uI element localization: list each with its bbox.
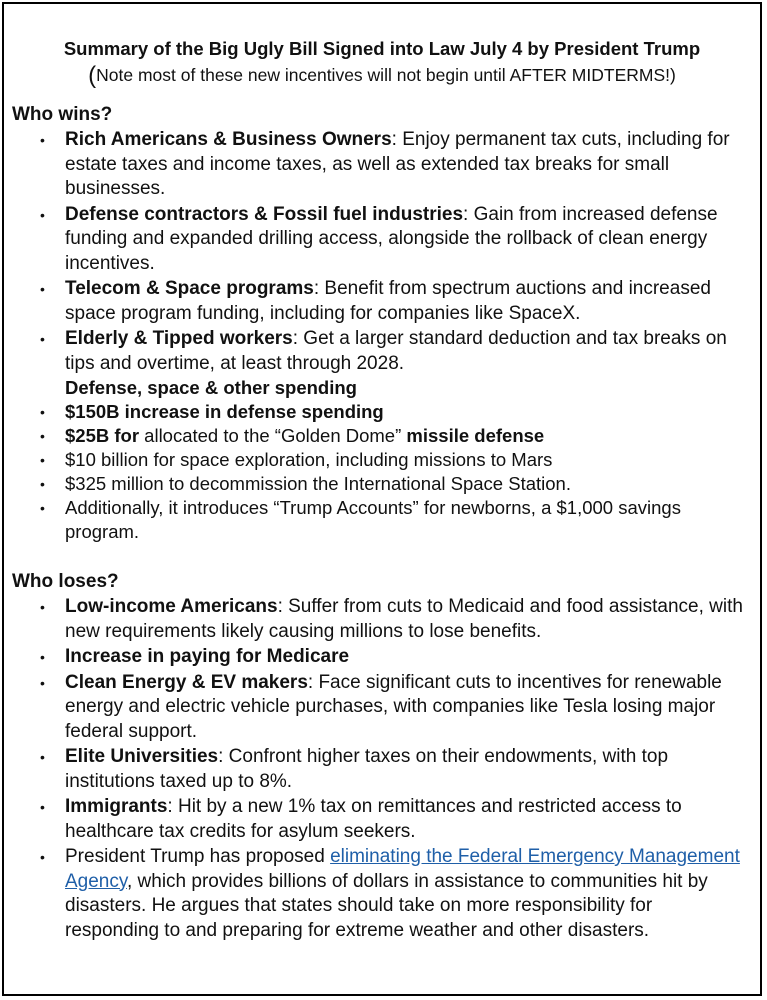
item-bold: Telecom & Space programs (65, 278, 314, 299)
item-bold: Rich Americans & Business Owners (65, 129, 392, 150)
item-text: : Face significant cuts to incentives for renewable energy and electric vehicle purchases, with companies like Tesla losing major federal support. (65, 671, 722, 742)
item-bold: $25B for (65, 425, 140, 446)
document-title: Summary of the Big Ugly Bill Signed into Law July 4 by President Trump (63, 38, 701, 59)
bullet-icon: • (40, 476, 45, 492)
winners-list (4, 128, 760, 544)
item-text: : Confront higher taxes on their endowments, with top institutions taxed up to 8%. (65, 746, 669, 792)
bullet-icon: • (40, 206, 45, 223)
subheading-text: Defense, space & other spending (65, 377, 357, 398)
list-item (4, 327, 760, 376)
document-page (2, 2, 762, 996)
bullet-icon: • (40, 428, 45, 444)
who-wins-heading: Who wins? (12, 104, 113, 125)
who-loses-heading: Who loses? (12, 571, 119, 592)
item-bold: $150B increase in defense spending (65, 401, 384, 422)
list-item (4, 203, 760, 277)
list-item (4, 128, 760, 202)
item-text: : Hit by a new 1% tax on remittances and restricted access to healthcare tax credits for asylum seekers. (65, 796, 682, 842)
list-item (4, 448, 760, 472)
bullet-icon: • (40, 849, 45, 865)
bullet-icon: • (40, 404, 45, 420)
losers-list (4, 595, 760, 943)
item-bold: Increase in paying for Medicare (65, 646, 350, 667)
list-item (4, 671, 760, 745)
item-text: $325 million to decommission the International Space Station. (65, 473, 571, 494)
item-bold: Immigrants (65, 796, 168, 817)
list-item (4, 645, 760, 670)
bullet-icon: • (40, 132, 45, 148)
list-item (4, 845, 760, 943)
list-item (4, 277, 760, 326)
list-item (4, 745, 760, 794)
list-item (4, 472, 760, 496)
item-text: : Enjoy permanent tax cuts, including for estate taxes and income taxes, as well as extended tax breaks for small businesses. (65, 129, 730, 199)
note-open-paren: ( (88, 62, 97, 89)
bullet-icon: • (40, 799, 45, 815)
item-text-after: , which provides billions of dollars in assistance to communities hit by disasters. He argues that states should take on more responsibility for responding to and preparing for extreme weather and other disasters. (65, 870, 708, 941)
list-item (4, 400, 760, 424)
note-text: Note most of these new incentives will not begin until AFTER MIDTERMS!) (96, 65, 676, 85)
item-text: : Gain from increased defense funding and expanded drilling access, alongside the rollback of clean energy incentives. (65, 203, 718, 274)
bullet-icon: • (40, 674, 45, 691)
item-bold: Elite Universities (65, 746, 219, 767)
spending-subheading (4, 376, 760, 400)
item-bold: Defense contractors & Fossil fuel industries (65, 203, 464, 225)
bullet-icon: • (40, 599, 45, 615)
list-item (4, 496, 760, 544)
item-bold: Low-income Americans (65, 596, 278, 617)
bullet-icon: • (40, 749, 45, 765)
item-text: allocated to the “Golden Dome” (139, 425, 407, 446)
list-item (4, 795, 760, 844)
list-item (4, 424, 760, 448)
item-bold: Elderly & Tipped workers (65, 328, 293, 349)
item-text: : Benefit from spectrum auctions and increased space program funding, including for companies like SpaceX. (65, 278, 711, 324)
item-text: $10 billion for space exploration, including missions to Mars (65, 449, 553, 470)
bullet-icon: • (40, 281, 45, 297)
item-text: : Get a larger standard deduction and tax breaks on tips and overtime, at least through 2028. (65, 328, 727, 374)
midterms-note (4, 62, 760, 89)
item-text: President Trump has proposed (65, 846, 331, 867)
item-text: Additionally, it introduces “Trump Accounts” for newborns, a $1,000 savings program. (65, 497, 681, 542)
item-bold-2: missile defense (406, 425, 545, 446)
bullet-icon: • (40, 649, 45, 665)
item-text: : Suffer from cuts to Medicaid and food assistance, with new requirements likely causing millions to lose benefits. (65, 596, 743, 642)
item-bold: Clean Energy & EV makers (65, 671, 308, 693)
bullet-icon: • (40, 500, 45, 516)
bullet-icon: • (40, 331, 45, 347)
list-item (4, 595, 760, 644)
bullet-icon: • (40, 452, 45, 468)
fema-link[interactable]: eliminating the Federal Emergency Management Agency (65, 846, 740, 892)
